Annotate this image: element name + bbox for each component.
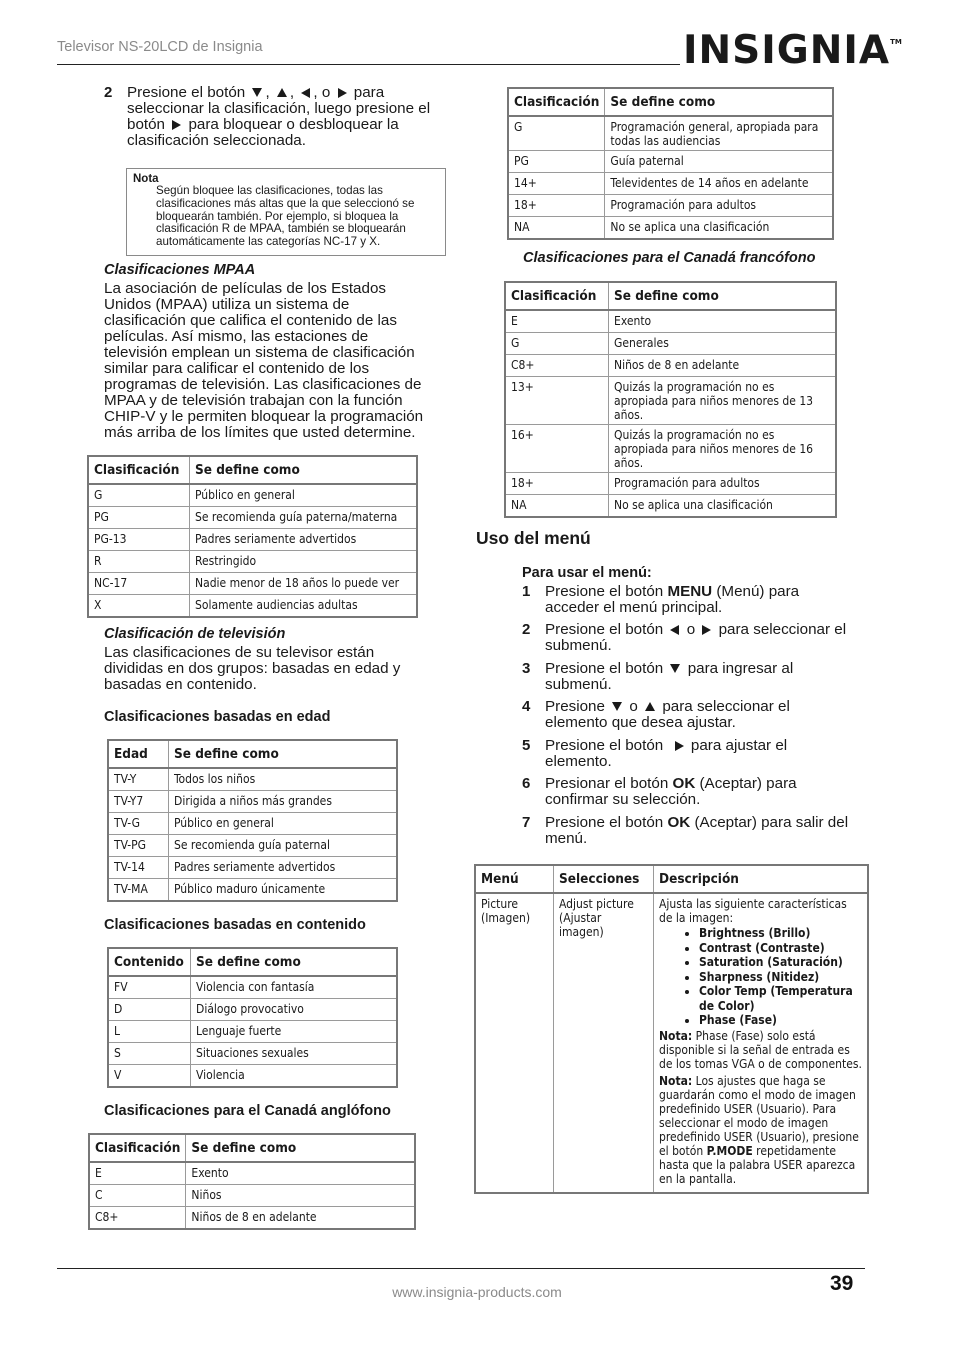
column-header: Se define como <box>190 456 418 484</box>
table-row <box>108 879 397 902</box>
table-cell: L <box>108 1021 191 1043</box>
column-header: Clasificación <box>508 88 605 116</box>
table-cell: TV-PG <box>108 835 169 857</box>
table-cell: C <box>89 1185 186 1207</box>
canada-fr-table <box>504 281 837 518</box>
table-row <box>108 813 397 835</box>
mpaa-line: MPAA y de televisión trabajan con la función <box>104 392 403 409</box>
step-text: Presionar el botón <box>545 775 673 792</box>
menu-step-6 <box>522 776 867 808</box>
separator: , <box>289 84 295 101</box>
canada-en-table <box>88 1133 416 1230</box>
step-text: (Aceptar) para salir del <box>690 814 849 831</box>
table-cell <box>654 893 869 1193</box>
ok-button-label: OK <box>672 775 696 792</box>
table-cell: Nadie menor de 18 años lo puede ver <box>190 573 418 595</box>
table-cell: NA <box>508 217 605 240</box>
table-cell: S <box>108 1043 191 1065</box>
table-row <box>505 377 836 425</box>
menu-button-label: MENU <box>667 583 713 600</box>
step-text: submenú. <box>545 637 612 654</box>
table-cell: PG <box>88 507 190 529</box>
table-cell: TV-MA <box>108 879 169 902</box>
feature-list <box>659 926 862 1028</box>
table-cell: G <box>508 116 605 151</box>
table-cell: PG-13 <box>88 529 190 551</box>
header-title: Televisor NS-20LCD de Insignia <box>57 39 263 55</box>
mpaa-line: programas de televisión. Las clasificaciones de <box>104 376 422 393</box>
mpaa-table <box>87 455 418 618</box>
column-header: Edad <box>108 740 169 768</box>
table-cell: C8+ <box>89 1207 186 1230</box>
table-cell: 18+ <box>505 473 609 495</box>
ok-button-label: OK <box>667 814 691 831</box>
table-cell: No se aplica una clasificación <box>609 495 837 518</box>
table-row <box>89 1185 415 1207</box>
step-text: submenú. <box>545 676 612 693</box>
step-text: menú. <box>545 830 588 847</box>
table-cell: Programación para adultos <box>605 195 833 217</box>
table-row <box>505 425 836 473</box>
table-header-row <box>505 282 836 310</box>
table-cell: NA <box>505 495 609 518</box>
table-cell: 16+ <box>505 425 609 473</box>
table-row <box>108 1065 397 1088</box>
table-header-row <box>108 948 397 976</box>
step-text: elemento. <box>545 753 612 770</box>
step-text: o <box>629 698 638 715</box>
age-heading: Clasificaciones basadas en edad <box>104 709 331 725</box>
step-number: 5 <box>522 737 531 754</box>
table-header-row <box>88 456 417 484</box>
table-cell: Quizás la programación no es apropiada para niños menores de 16 años. <box>609 425 837 473</box>
table-cell: Niños <box>186 1185 415 1207</box>
table-cell: Violencia <box>191 1065 398 1088</box>
list-item: • Saturation (Saturación) <box>699 955 862 970</box>
column-header: Contenido <box>108 948 191 976</box>
step-text: (Menú) para <box>712 583 800 600</box>
note-label: Nota: <box>659 1028 693 1043</box>
tv-line: basadas en contenido. <box>104 676 257 693</box>
mpaa-paragraph <box>104 281 449 441</box>
separator: , o <box>313 84 331 101</box>
right-arrow-icon <box>702 625 711 635</box>
table-cell: TV-G <box>108 813 169 835</box>
table-cell: Generales <box>609 333 837 355</box>
column-header: Se define como <box>186 1134 415 1162</box>
logo-text: INSIGNIA <box>683 28 891 73</box>
table-cell: 13+ <box>505 377 609 425</box>
pmode-button-label: P.MODE <box>706 1143 753 1158</box>
table-row <box>89 1162 415 1185</box>
column-header: Se define como <box>605 88 833 116</box>
menu-table <box>474 864 869 1194</box>
note-label: Nota: <box>659 1073 693 1088</box>
menu-step-7 <box>522 815 867 847</box>
mpaa-line: La asociación de películas de los Estados <box>104 280 386 297</box>
step-2-line1 <box>127 85 454 101</box>
table-cell: V <box>108 1065 191 1088</box>
step-2-text: para <box>353 84 385 101</box>
step-text: Presione el botón <box>545 737 664 754</box>
left-arrow-icon <box>301 88 310 98</box>
table-row <box>108 976 397 999</box>
footer-url: www.insignia-products.com <box>392 1284 562 1300</box>
up-arrow-icon <box>277 88 287 97</box>
table-cell: E <box>89 1162 186 1185</box>
down-arrow-icon <box>612 702 622 711</box>
step-text: Presione el botón <box>545 583 668 600</box>
canada-fr-heading: Clasificaciones para el Canadá francófono <box>523 250 816 266</box>
menu-step-4 <box>522 699 867 731</box>
table-row <box>88 595 417 618</box>
menu-step-1 <box>522 584 867 616</box>
step-text: para seleccionar el <box>662 698 790 715</box>
up-arrow-icon <box>645 702 655 711</box>
step-text: para ingresar al <box>687 660 794 677</box>
down-arrow-icon <box>670 664 680 673</box>
table-row <box>108 999 397 1021</box>
table-cell: Padres seriamente advertidos <box>190 529 418 551</box>
table-row <box>88 551 417 573</box>
table-header-row <box>508 88 833 116</box>
table-cell: Quizás la programación no es apropiada para niños menores de 13 años. <box>609 377 837 425</box>
table-cell: Programación general, apropiada para todas las audiencias <box>605 116 833 151</box>
table-cell: Exento <box>186 1162 415 1185</box>
step-text: Presione el botón <box>545 814 668 831</box>
tv-line: Las clasificaciones de su televisor están <box>104 644 375 661</box>
mpaa-line: más arriba de los límites que usted determine. <box>104 424 416 441</box>
table-row <box>505 333 836 355</box>
step-2-block <box>104 85 454 149</box>
table-row <box>88 573 417 595</box>
column-header: Selecciones <box>554 865 654 893</box>
mpaa-line: similar para calificar el contenido de los <box>104 360 370 377</box>
table-cell: Exento <box>609 310 837 333</box>
table-cell: Público en general <box>190 484 418 507</box>
table-cell: Adjust picture (Ajustar imagen) <box>554 893 654 1193</box>
mpaa-line: CHIP-V y le permiten bloquear la programación <box>104 408 424 425</box>
tv-heading: Clasificación de televisión <box>104 626 286 642</box>
step-text: (Aceptar) para <box>695 775 797 792</box>
step-2-text: para bloquear o desbloquear la <box>188 116 399 133</box>
table-row <box>88 529 417 551</box>
step-number: 2 <box>522 621 531 638</box>
note-label: Nota <box>133 173 159 185</box>
table-row <box>508 173 833 195</box>
table-row <box>108 857 397 879</box>
table-cell: Público maduro únicamente <box>169 879 398 902</box>
down-arrow-icon <box>252 88 262 97</box>
right-arrow-icon <box>172 120 181 130</box>
table-row <box>505 495 836 518</box>
step-text: Presione el botón <box>545 621 664 638</box>
column-header: Se define como <box>169 740 398 768</box>
table-row <box>508 151 833 173</box>
table-cell: Programación para adultos <box>609 473 837 495</box>
list-item: • Phase (Fase) <box>699 1013 862 1028</box>
table-cell: Niños de 8 en adelante <box>186 1207 415 1230</box>
table-cell: D <box>108 999 191 1021</box>
step-number: 1 <box>522 583 531 600</box>
table-row <box>505 355 836 377</box>
step-2-text: botón <box>127 116 166 133</box>
table-cell: NC-17 <box>88 573 190 595</box>
right-arrow-icon <box>338 88 347 98</box>
step-number: 7 <box>522 814 531 831</box>
table-row <box>88 507 417 529</box>
table-cell: Solamente audiencias adultas <box>190 595 418 618</box>
table-cell: Guía paternal <box>605 151 833 173</box>
step-text: confirmar su selección. <box>545 791 701 808</box>
age-table <box>107 739 398 902</box>
table-cell: TV-Y <box>108 768 169 791</box>
table-cell: C8+ <box>505 355 609 377</box>
step-2-line2: seleccionar la clasificación, luego presione el <box>127 100 431 117</box>
table-cell: Dirigida a niños más grandes <box>169 791 398 813</box>
step-2-number: 2 <box>104 84 113 101</box>
column-header: Se define como <box>609 282 837 310</box>
table-row <box>108 1043 397 1065</box>
separator: , <box>265 84 270 101</box>
list-item: • Sharpness (Nitidez) <box>699 970 862 985</box>
table-row <box>505 310 836 333</box>
table-row <box>89 1207 415 1230</box>
page-number: 39 <box>830 1272 854 1295</box>
list-item: • Color Temp (Temperatura de Color) <box>699 984 862 1013</box>
list-item: • Brightness (Brillo) <box>699 926 862 941</box>
description-note-1 <box>659 1029 862 1071</box>
description-note-2 <box>659 1074 862 1186</box>
note-text: Los ajustes que haga se guardarán como el modo de imagen predefinido USER (Usuario). Para seleccionar el modo de imagen predefinido USER (Usuario), presione el botón <box>659 1073 859 1158</box>
step-text: elemento que desea ajustar. <box>545 714 736 731</box>
step-text: acceder el menú principal. <box>545 599 723 616</box>
table-cell: Padres seriamente advertidos <box>169 857 398 879</box>
mpaa-line: clasificación que califica el contenido de las <box>104 312 397 329</box>
mpaa-line: televisión emplean un sistema de clasificación <box>104 344 415 361</box>
table-cell: Todos los niños <box>169 768 398 791</box>
column-header: Menú <box>475 865 554 893</box>
column-header: Clasificación <box>88 456 190 484</box>
note-text: repetidamente hasta que la palabra USER aparezca en la pantalla. <box>659 1143 856 1186</box>
step-text: o <box>686 621 696 638</box>
note-text: Phase (Fase) solo está disponible si la señal de entrada es de los tomas VGA o de componentes. <box>659 1028 862 1071</box>
table-cell: Diálogo provocativo <box>191 999 398 1021</box>
table-row <box>108 768 397 791</box>
description-intro: Ajusta las siguiente características de la imagen: <box>659 897 847 925</box>
table-cell: E <box>505 310 609 333</box>
step-2-line4: clasificación seleccionada. <box>127 132 306 149</box>
tv-paragraph <box>104 645 449 693</box>
step-text: para ajustar el <box>690 737 788 754</box>
table-cell: TV-14 <box>108 857 169 879</box>
step-2-text: Presione el botón <box>127 84 246 101</box>
table-cell: X <box>88 595 190 618</box>
menu-step-5 <box>522 738 867 770</box>
header-rule <box>57 64 680 65</box>
table-cell: G <box>88 484 190 507</box>
content-heading: Clasificaciones basadas en contenido <box>104 917 366 933</box>
mpaa-line: películas. Así mismo, las estaciones de <box>104 328 369 345</box>
menu-subheading: Para usar el menú: <box>522 565 652 581</box>
column-header: Se define como <box>191 948 398 976</box>
column-header: Clasificación <box>89 1134 186 1162</box>
table-cell: Se recomienda guía paterna/materna <box>190 507 418 529</box>
menu-step-2 <box>522 622 867 654</box>
left-arrow-icon <box>670 625 679 635</box>
step-number: 3 <box>522 660 531 677</box>
table-row <box>505 473 836 495</box>
table-row <box>108 791 397 813</box>
table-cell: TV-Y7 <box>108 791 169 813</box>
table-cell: Televidentes de 14 años en adelante <box>605 173 833 195</box>
tv-line: divididas en dos grupos: basadas en edad y <box>104 660 401 677</box>
step-2-line3 <box>127 117 454 133</box>
table-cell: No se aplica una clasificación <box>605 217 833 240</box>
table-cell: Se recomienda guía paternal <box>169 835 398 857</box>
note-text: Según bloquee las clasificaciones, todas las clasificaciones más altas que la que seleccionó se bloquearán también. Por ejemplo, si bloquea la clasificación R de MPAA, también se bloquearán automáticamente las categorías NC-17 y X. <box>156 184 415 249</box>
step-number: 4 <box>522 698 531 715</box>
mpaa-line: Unidos (MPAA) utiliza un sistema de <box>104 296 350 313</box>
mpaa-heading: Clasificaciones MPAA <box>104 262 256 278</box>
menu-heading: Uso del menú <box>476 528 591 548</box>
logo-tm: TM <box>890 38 902 46</box>
table-row <box>475 893 868 1193</box>
table-cell: Situaciones sexuales <box>191 1043 398 1065</box>
right-arrow-icon <box>675 741 684 751</box>
table-header-row <box>475 865 868 893</box>
table-row <box>508 195 833 217</box>
step-text: Presione <box>545 698 605 715</box>
table-cell: FV <box>108 976 191 999</box>
table-cell: Picture (Imagen) <box>475 893 554 1193</box>
table-row <box>108 835 397 857</box>
table-cell: G <box>505 333 609 355</box>
table-cell: Público en general <box>169 813 398 835</box>
table-row <box>108 1021 397 1043</box>
table-cell: R <box>88 551 190 573</box>
column-header: Clasificación <box>505 282 609 310</box>
canada-en-cont-table <box>507 87 834 240</box>
table-cell: Violencia con fantasía <box>191 976 398 999</box>
step-number: 6 <box>522 775 531 792</box>
insignia-logo <box>683 28 902 73</box>
table-cell: 14+ <box>508 173 605 195</box>
table-header-row <box>89 1134 415 1162</box>
table-row <box>508 116 833 151</box>
table-header-row <box>108 740 397 768</box>
table-cell: Lenguaje fuerte <box>191 1021 398 1043</box>
canada-en-heading: Clasificaciones para el Canadá anglófono <box>104 1103 391 1119</box>
footer-rule <box>57 1268 865 1269</box>
table-row <box>88 484 417 507</box>
column-header: Descripción <box>654 865 869 893</box>
step-text: Presione el botón <box>545 660 664 677</box>
table-cell: Niños de 8 en adelante <box>609 355 837 377</box>
table-cell: 18+ <box>508 195 605 217</box>
table-row <box>508 217 833 240</box>
table-cell: PG <box>508 151 605 173</box>
step-text: para seleccionar el <box>718 621 847 638</box>
list-item: • Contrast (Contraste) <box>699 941 862 956</box>
menu-step-3 <box>522 661 867 693</box>
note-box <box>126 168 446 256</box>
content-table <box>107 947 398 1088</box>
table-cell: Restringido <box>190 551 418 573</box>
